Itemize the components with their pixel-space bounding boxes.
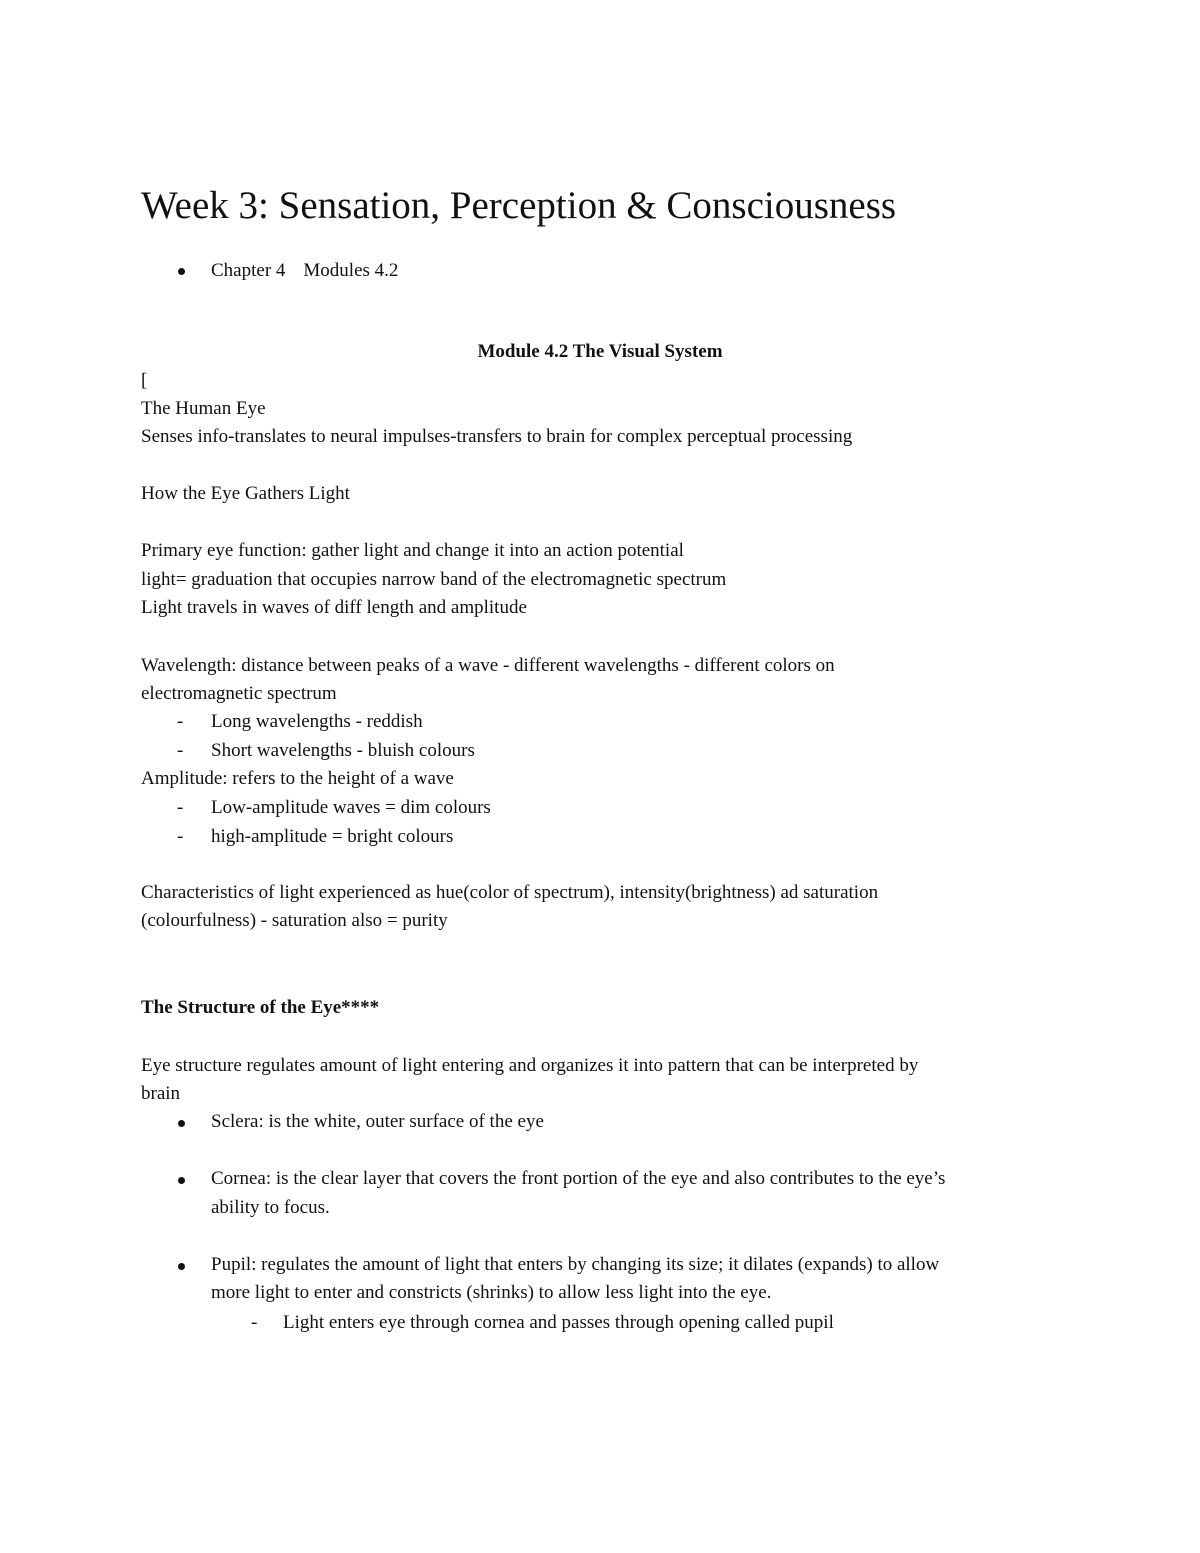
structure-heading: The Structure of the Eye**** (141, 997, 380, 1018)
human-eye-heading: The Human Eye (141, 398, 266, 419)
gathers-light-heading: How the Eye Gathers Light (141, 483, 350, 504)
module-heading: Module 4.2 The Visual System (477, 341, 723, 362)
wavelength-definition: Wavelength: distance between peaks of a wave - different wavelengths - different colors on (141, 655, 835, 676)
human-eye-text: Senses info-translates to neural impulses-transfers to brain for complex perceptual processing (141, 426, 853, 447)
characteristics-text: Characteristics of light experienced as hue(color of spectrum), intensity(brightness) ad saturation (141, 882, 879, 903)
dash-marker: - (251, 1312, 258, 1333)
characteristics-text-cont: (colourfulness) - saturation also = purity (141, 910, 448, 931)
pupil-sub-item: Light enters eye through cornea and passes through opening called pupil (283, 1312, 834, 1333)
wavelength-definition-cont: electromagnetic spectrum (141, 683, 337, 704)
dash-marker: - (177, 711, 184, 732)
structure-intro: Eye structure regulates amount of light entering and organizes it into pattern that can be interpreted by (141, 1055, 919, 1076)
gathers-light-line: Light travels in waves of diff length and amplitude (141, 597, 527, 618)
cornea-item-cont: ability to focus. (211, 1197, 330, 1218)
dash-marker: - (177, 740, 184, 761)
page-title: Week 3: Sensation, Perception & Consciousness (141, 184, 897, 227)
list-item: Low-amplitude waves = dim colours (211, 797, 491, 818)
structure-intro-cont: brain (141, 1083, 181, 1104)
chapter-label: Chapter 4 (211, 260, 286, 281)
pupil-item-cont: more light to enter and constricts (shrinks) to allow less light into the eye. (211, 1282, 772, 1303)
bullet-icon (178, 1177, 185, 1184)
pupil-item: Pupil: regulates the amount of light that enters by changing its size; it dilates (expands) to allow (211, 1254, 940, 1275)
sclera-item: Sclera: is the white, outer surface of the eye (211, 1111, 544, 1132)
bullet-icon (178, 1263, 185, 1270)
modules-label: Modules 4.2 (303, 260, 399, 281)
bracket-text: [ (141, 370, 148, 391)
gathers-light-line: light= graduation that occupies narrow band of the electromagnetic spectrum (141, 569, 727, 590)
amplitude-definition: Amplitude: refers to the height of a wave (141, 768, 454, 789)
list-item: Short wavelengths - bluish colours (211, 740, 475, 761)
list-item: high-amplitude = bright colours (211, 826, 454, 847)
bullet-icon (178, 1120, 185, 1127)
cornea-item: Cornea: is the clear layer that covers the front portion of the eye and also contributes to the eye’s (211, 1168, 946, 1189)
list-item: Long wavelengths - reddish (211, 711, 423, 732)
dash-marker: - (177, 826, 184, 847)
dash-marker: - (177, 797, 184, 818)
chapter-line (211, 257, 398, 285)
bullet-icon (178, 268, 185, 275)
gathers-light-line: Primary eye function: gather light and change it into an action potential (141, 540, 684, 561)
